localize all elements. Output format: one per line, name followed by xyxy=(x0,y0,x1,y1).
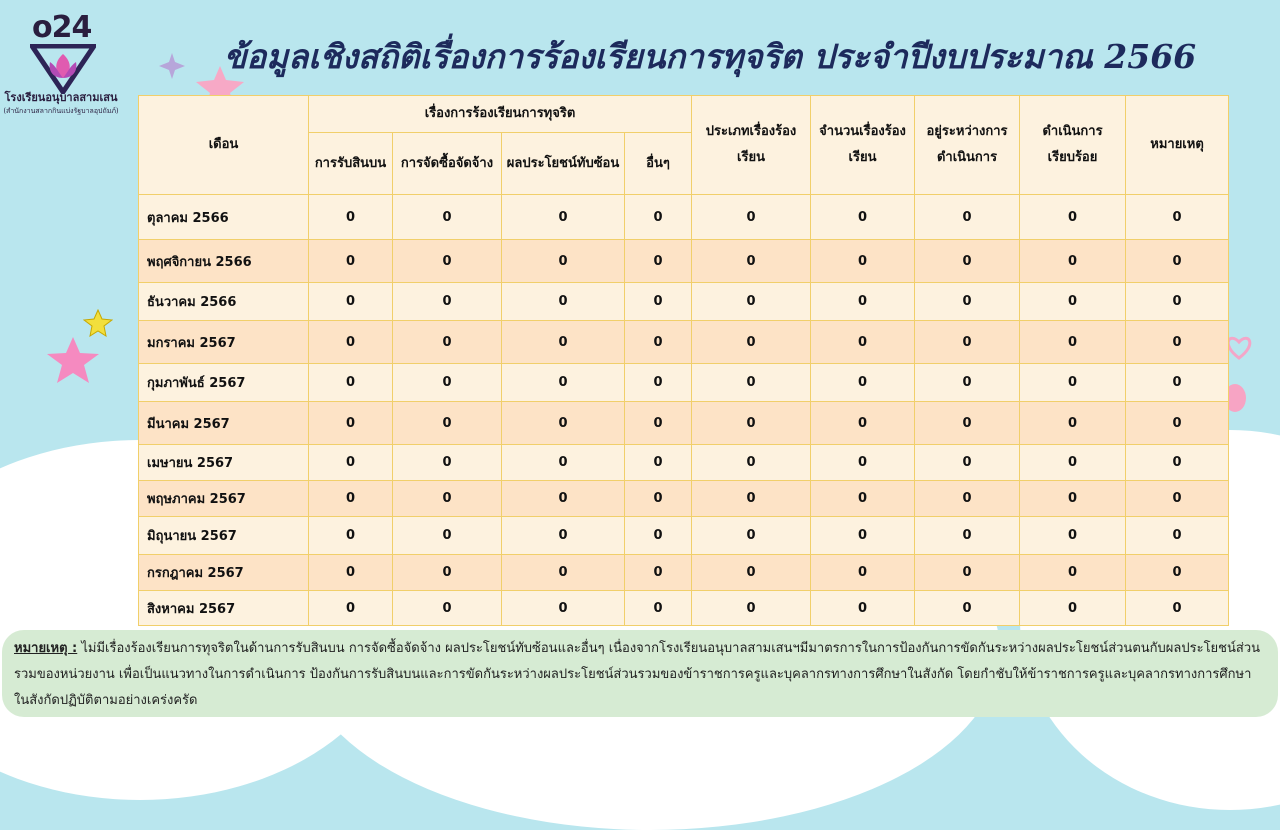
table-row xyxy=(139,555,1229,591)
value-cell: 0 xyxy=(811,402,915,445)
value-cell: 0 xyxy=(309,240,393,283)
month-cell: ธันวาคม 2566 xyxy=(139,283,309,321)
value-cell: 0 xyxy=(1126,321,1229,364)
value-cell: 0 xyxy=(692,517,811,555)
value-cell: 0 xyxy=(1020,591,1126,626)
header-procurement: การจัดซื้อจัดจ้าง xyxy=(393,133,502,195)
value-cell: 0 xyxy=(393,445,502,481)
value-cell: 0 xyxy=(502,445,625,481)
value-cell: 0 xyxy=(692,402,811,445)
value-cell: 0 xyxy=(1126,364,1229,402)
month-cell: พฤศจิกายน 2566 xyxy=(139,240,309,283)
value-cell: 0 xyxy=(692,364,811,402)
value-cell: 0 xyxy=(811,481,915,517)
value-cell: 0 xyxy=(393,481,502,517)
value-cell: 0 xyxy=(692,240,811,283)
value-cell: 0 xyxy=(1126,517,1229,555)
logo-text: o24 xyxy=(32,10,92,45)
value-cell: 0 xyxy=(625,481,692,517)
school-subtitle: (สำนักงานสลากกินแบ่งรัฐบาลอุปถัมภ์) xyxy=(3,107,119,115)
table-row xyxy=(139,591,1229,626)
value-cell: 0 xyxy=(1020,283,1126,321)
complaint-statistics-table xyxy=(138,95,1229,626)
value-cell: 0 xyxy=(692,481,811,517)
school-name: โรงเรียนอนุบาลสามเสน xyxy=(4,91,118,104)
value-cell: 0 xyxy=(915,321,1020,364)
month-cell: กุมภาพันธ์ 2567 xyxy=(139,364,309,402)
value-cell: 0 xyxy=(811,591,915,626)
table-row xyxy=(139,240,1229,283)
value-cell: 0 xyxy=(393,195,502,240)
value-cell: 0 xyxy=(625,402,692,445)
value-cell: 0 xyxy=(393,591,502,626)
header-conflict-of-interest: ผลประโยชน์ทับซ้อน xyxy=(502,133,625,195)
header-complaint-count: จำนวนเรื่องร้องเรียน xyxy=(811,96,915,195)
table-row xyxy=(139,364,1229,402)
header-month: เดือน xyxy=(139,96,309,195)
month-cell: เมษายน 2567 xyxy=(139,445,309,481)
value-cell: 0 xyxy=(692,321,811,364)
value-cell: 0 xyxy=(502,517,625,555)
value-cell: 0 xyxy=(625,321,692,364)
value-cell: 0 xyxy=(502,402,625,445)
value-cell: 0 xyxy=(309,591,393,626)
value-cell: 0 xyxy=(502,591,625,626)
value-cell: 0 xyxy=(811,283,915,321)
value-cell: 0 xyxy=(915,364,1020,402)
table-row xyxy=(139,481,1229,517)
value-cell: 0 xyxy=(1126,481,1229,517)
value-cell: 0 xyxy=(393,283,502,321)
value-cell: 0 xyxy=(915,517,1020,555)
table-row xyxy=(139,445,1229,481)
value-cell: 0 xyxy=(692,591,811,626)
value-cell: 0 xyxy=(625,240,692,283)
value-cell: 0 xyxy=(1020,240,1126,283)
heart-icon xyxy=(1226,336,1252,360)
value-cell: 0 xyxy=(309,283,393,321)
remark-text: ไม่มีเรื่องร้องเรียนการทุจริตในด้านการรับสินบน การจัดซื้อจัดจ้าง ผลประโยชน์ทับซ้อนและอื่นๆ เนื่องจากโรงเรียนอนุบาลสามเสนฯมีมาตรการในการป้องกันการขัดกันระหว่างผลประโยชน์ส่วนตนกับผลประโยชน์ส่วนรวมของหน่วยงาน เพื่อเป็นแนวทางในการดำเนินการ ป้องกันการรับสินบนและการขัดกันระหว่างผลประโยชน์ส่วนรวมของข้าราชการครูและบุคลากรทางการศึกษาในสังกัด โดยกำชับให้ข้าราชการครูและบุคลากรทางการศึกษาในสังกัดปฏิบัติตามอย่างเคร่งครัด xyxy=(14,641,1261,708)
month-cell: สิงหาคม 2567 xyxy=(139,591,309,626)
value-cell: 0 xyxy=(811,240,915,283)
header-complaint-type: ประเภทเรื่องร้องเรียน xyxy=(692,96,811,195)
month-cell: ตุลาคม 2566 xyxy=(139,195,309,240)
value-cell: 0 xyxy=(811,517,915,555)
month-cell: กรกฎาคม 2567 xyxy=(139,555,309,591)
value-cell: 0 xyxy=(625,283,692,321)
header-remark: หมายเหตุ xyxy=(1126,96,1229,195)
value-cell: 0 xyxy=(309,321,393,364)
star-icon xyxy=(83,309,113,337)
lotus-triangle-icon xyxy=(30,44,96,94)
value-cell: 0 xyxy=(692,445,811,481)
header-in-progress: อยู่ระหว่างการดำเนินการ xyxy=(915,96,1020,195)
value-cell: 0 xyxy=(915,402,1020,445)
value-cell: 0 xyxy=(1020,402,1126,445)
value-cell: 0 xyxy=(1020,517,1126,555)
value-cell: 0 xyxy=(625,364,692,402)
value-cell: 0 xyxy=(915,591,1020,626)
value-cell: 0 xyxy=(625,591,692,626)
month-cell: พฤษภาคม 2567 xyxy=(139,481,309,517)
value-cell: 0 xyxy=(915,283,1020,321)
table-row xyxy=(139,402,1229,445)
value-cell: 0 xyxy=(915,481,1020,517)
value-cell: 0 xyxy=(692,283,811,321)
value-cell: 0 xyxy=(393,364,502,402)
value-cell: 0 xyxy=(393,402,502,445)
value-cell: 0 xyxy=(1126,445,1229,481)
value-cell: 0 xyxy=(1020,364,1126,402)
value-cell: 0 xyxy=(625,517,692,555)
value-cell: 0 xyxy=(1126,240,1229,283)
remark-label: หมายเหตุ : xyxy=(14,641,78,656)
value-cell: 0 xyxy=(915,240,1020,283)
value-cell: 0 xyxy=(692,555,811,591)
value-cell: 0 xyxy=(393,517,502,555)
value-cell: 0 xyxy=(502,555,625,591)
month-cell: มิถุนายน 2567 xyxy=(139,517,309,555)
value-cell: 0 xyxy=(1126,555,1229,591)
value-cell: 0 xyxy=(502,283,625,321)
value-cell: 0 xyxy=(1020,555,1126,591)
star-icon xyxy=(46,336,100,384)
value-cell: 0 xyxy=(309,402,393,445)
value-cell: 0 xyxy=(502,364,625,402)
value-cell: 0 xyxy=(393,555,502,591)
value-cell: 0 xyxy=(502,195,625,240)
value-cell: 0 xyxy=(393,240,502,283)
value-cell: 0 xyxy=(309,555,393,591)
header-bribery: การรับสินบน xyxy=(309,133,393,195)
value-cell: 0 xyxy=(309,481,393,517)
value-cell: 0 xyxy=(309,517,393,555)
value-cell: 0 xyxy=(1020,195,1126,240)
value-cell: 0 xyxy=(1126,402,1229,445)
value-cell: 0 xyxy=(692,195,811,240)
value-cell: 0 xyxy=(1020,321,1126,364)
value-cell: 0 xyxy=(625,445,692,481)
value-cell: 0 xyxy=(309,195,393,240)
value-cell: 0 xyxy=(625,555,692,591)
value-cell: 0 xyxy=(393,321,502,364)
value-cell: 0 xyxy=(811,321,915,364)
header-complaint-group: เรื่องการร้องเรียนการทุจริต xyxy=(309,96,692,133)
value-cell: 0 xyxy=(1020,445,1126,481)
value-cell: 0 xyxy=(811,445,915,481)
value-cell: 0 xyxy=(1126,591,1229,626)
table-row xyxy=(139,517,1229,555)
value-cell: 0 xyxy=(811,364,915,402)
value-cell: 0 xyxy=(625,195,692,240)
value-cell: 0 xyxy=(502,481,625,517)
value-cell: 0 xyxy=(502,321,625,364)
value-cell: 0 xyxy=(811,555,915,591)
value-cell: 0 xyxy=(915,445,1020,481)
header-other: อื่นๆ xyxy=(625,133,692,195)
school-logo xyxy=(2,10,120,118)
value-cell: 0 xyxy=(915,195,1020,240)
table-row xyxy=(139,195,1229,240)
month-cell: มกราคม 2567 xyxy=(139,321,309,364)
value-cell: 0 xyxy=(309,364,393,402)
value-cell: 0 xyxy=(915,555,1020,591)
value-cell: 0 xyxy=(1020,481,1126,517)
page-title: ข้อมูลเชิงสถิติเรื่องการร้องเรียนการทุจริต ประจำปีงบประมาณ 2566 xyxy=(223,37,1197,76)
remark-note xyxy=(2,630,1278,717)
value-cell: 0 xyxy=(502,240,625,283)
month-cell: มีนาคม 2567 xyxy=(139,402,309,445)
value-cell: 0 xyxy=(309,445,393,481)
value-cell: 0 xyxy=(1126,195,1229,240)
table-row xyxy=(139,321,1229,364)
value-cell: 0 xyxy=(1126,283,1229,321)
header-completed: ดำเนินการเรียบร้อย xyxy=(1020,96,1126,195)
table-row xyxy=(139,283,1229,321)
value-cell: 0 xyxy=(811,195,915,240)
